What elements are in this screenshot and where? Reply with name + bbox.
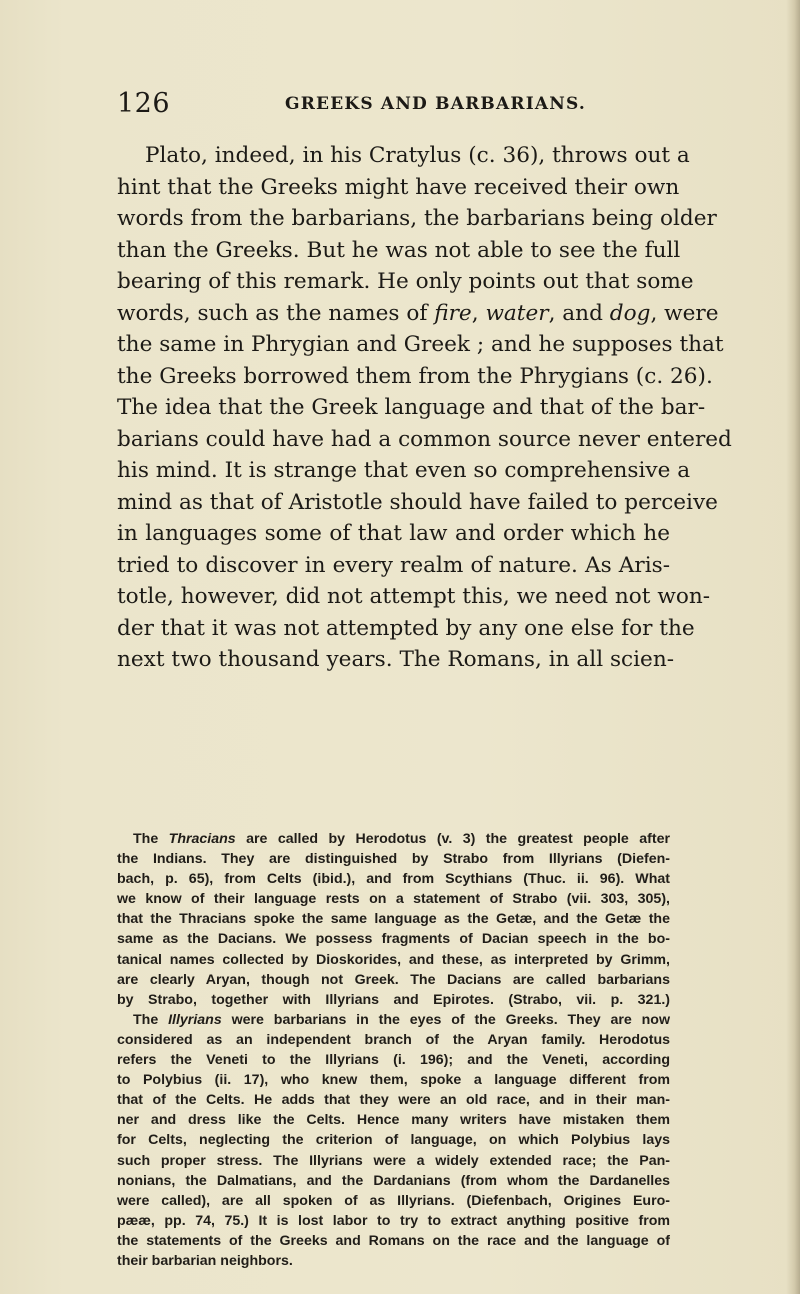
text-run: are called by Herodotus (v. 3) the greatest people after [235, 831, 670, 847]
text-run: , were [650, 300, 719, 326]
footnote [117, 829, 670, 1271]
footnote-line: bach, p. 65), from Celts (ibid.), and from Scythians (Thuc. ii. 96). What [117, 871, 670, 888]
footnote-line: that of the Celts. He adds that they were an old race, and in their man- [117, 1092, 670, 1109]
main-line: bearing of this remark. He only points out that some [117, 269, 694, 294]
running-head: GREEKS AND BARBARIANS. [285, 94, 586, 114]
text-run: , and [548, 300, 610, 326]
footnote-line: refers the Veneti to the Illyrians (i. 196); and the Veneti, according [117, 1052, 670, 1069]
main-line: words from the barbarians, the barbarians being older [117, 206, 717, 231]
footnote-line: such proper stress. The Illyrians were a widely extended race; the Pan- [117, 1152, 670, 1169]
footnote-line: ner and dress like the Celts. Hence many writers have mistaken them [117, 1112, 670, 1129]
main-line: The idea that the Greek language and that of the bar- [117, 395, 706, 420]
main-line: barians could have had a common source never entered [117, 426, 732, 452]
footnote-line: considered as an independent branch of the Aryan family. Herodotus [117, 1031, 670, 1048]
page-number: 126 [117, 88, 171, 119]
text-run: The [133, 831, 169, 847]
text-run: were barbarians in the eyes of the Greeks. They are now [221, 1011, 670, 1028]
main-line: the Greeks borrowed them from the Phrygians (c. 26). [117, 363, 713, 389]
italic-word-fire: fire [434, 300, 472, 326]
footnote-line: tanical names collected by Dioskorides, and these, as interpreted by Grimm, [117, 951, 670, 968]
main-line: in languages some of that law and order which he [117, 521, 670, 546]
italic-word-illyrians: Illyrians [168, 1011, 222, 1028]
main-line: tried to discover in every realm of nature. As Aris- [117, 552, 670, 578]
footnote-line: that the Thracians spoke the same language as the Getæ, and the Getæ the [117, 911, 670, 928]
text-run: words, such as the names of [117, 300, 435, 326]
main-line: next two thousand years. The Romans, in all scien- [117, 647, 675, 672]
main-line: than the Greeks. But he was not able to see the full [117, 237, 681, 263]
italic-word-dog: dog [609, 300, 651, 326]
italic-word-water: water [485, 300, 549, 326]
footnote-line: same as the Dacians. We possess fragments of Dacian speech in the bo- [117, 931, 670, 948]
footnote-line: the Indians. They are distinguished by Strabo from Illyrians (Diefen- [117, 851, 670, 868]
page-edge-shadow [786, 0, 800, 1294]
footnote-line: nonians, the Dalmatians, and the Dardanians (from whom the Dardanelles [117, 1172, 670, 1189]
main-line: totle, however, did not attempt this, we need not won- [117, 584, 711, 609]
footnote-line-with-italics [117, 829, 670, 849]
footnote-line: are clearly Aryan, though not Greek. The Dacians are called barbarians [117, 971, 670, 988]
main-line: hint that the Greeks might have received their own [117, 174, 680, 200]
footnote-line: their barbarian neighbors. [117, 1252, 293, 1269]
main-line: his mind. It is strange that even so comprehensive a [117, 458, 691, 483]
main-line: der that it was not attempted by any one else for the [117, 615, 695, 641]
main-line-with-italics [117, 298, 719, 330]
footnote-line: we know of their language rests on a statement of Strabo (vii. 303, 305), [117, 891, 670, 908]
main-paragraph [117, 140, 732, 676]
footnote-line: were called), are all spoken of as Illyrians. (Diefenbach, Origines Euro- [117, 1192, 670, 1209]
footnote-line: for Celts, neglecting the criterion of language, on which Polybius lays [117, 1132, 670, 1149]
page-header [117, 88, 657, 124]
footnote-line: the statements of the Greeks and Romans on the race and the language of [117, 1232, 670, 1249]
footnote-line: pææ, pp. 74, 75.) It is lost labor to try to extract anything positive from [117, 1212, 670, 1229]
footnote-line: to Polybius (ii. 17), who knew them, spoke a language different from [117, 1072, 670, 1089]
main-line: Plato, indeed, in his Cratylus (c. 36), throws out a [145, 143, 690, 168]
footnote-line: by Strabo, together with Illyrians and Epirotes. (Strabo, vii. p. 321.) [117, 991, 670, 1008]
main-line: the same in Phrygian and Greek ; and he supposes that [117, 332, 724, 357]
italic-word-thracians: Thracians [168, 831, 236, 847]
text-run: The [133, 1011, 169, 1028]
main-line: mind as that of Aristotle should have failed to perceive [117, 489, 718, 515]
text-run: , [471, 300, 486, 326]
footnote-line-with-italics [117, 1010, 670, 1030]
